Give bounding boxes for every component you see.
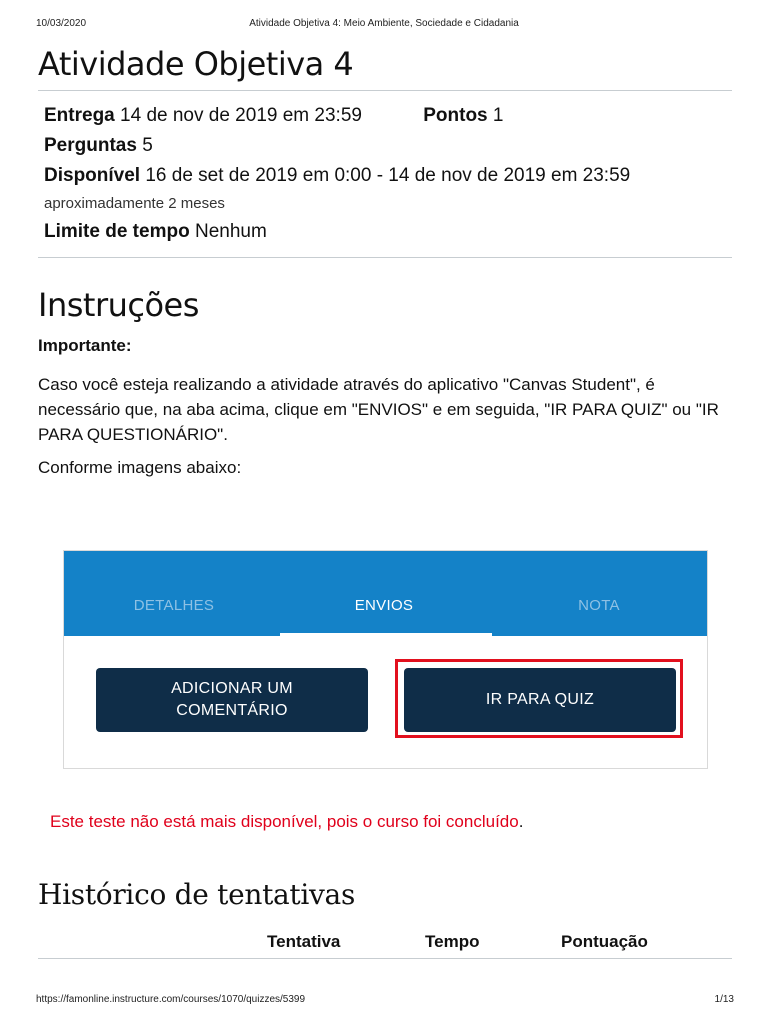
unavailable-period: . <box>518 812 524 831</box>
column-header-attempt: Tentativa <box>267 932 341 951</box>
print-title: Atividade Objetiva 4: Meio Ambiente, Sociedade e Cidadania <box>249 18 519 29</box>
unavailable-text: Este teste não está mais disponível, pois o curso foi concluído <box>50 812 519 831</box>
print-url: https://famonline.instructure.com/courses/1070/quizzes/5399 <box>36 994 306 1005</box>
time-limit-row <box>44 217 732 247</box>
unavailable-notice <box>50 812 523 832</box>
print-footer <box>0 994 768 1014</box>
app-screenshot <box>63 550 708 769</box>
app-add-comment-label: ADICIONAR UM COMENTÁRIO <box>171 680 293 719</box>
column-header-time: Tempo <box>425 932 480 951</box>
print-header <box>0 0 768 40</box>
due-label: Entrega <box>44 105 115 126</box>
print-page-number: 1/13 <box>714 994 734 1005</box>
table-divider <box>38 958 732 959</box>
points-group <box>423 101 503 131</box>
print-date: 10/03/2020 <box>36 18 87 29</box>
important-label: Importante: <box>38 336 132 355</box>
quiz-details <box>38 91 732 257</box>
instructions-heading: Instruções <box>38 286 199 324</box>
app-tab-envios: ENVIOS <box>354 597 414 614</box>
instructions-paragraph: Caso você esteja realizando a atividade através do aplicativo "Canvas Student", é necessário que, na aba acima, clique em "ENVIOS" e em seguida, "IR PARA QUIZ" ou "IR PARA QUESTIONÁRIO". <box>38 375 719 444</box>
points-value: 1 <box>492 105 504 126</box>
active-tab-indicator <box>280 633 492 637</box>
page-title: Atividade Objetiva 4 <box>38 45 354 83</box>
quiz-content <box>38 40 732 951</box>
questions-value: 5 <box>142 135 153 156</box>
available-row <box>44 161 732 191</box>
time-limit-label: Limite de tempo <box>44 221 190 242</box>
conforme-text: Conforme imagens abaixo: <box>38 458 242 477</box>
questions-row <box>44 131 732 161</box>
column-header-score: Pontuação <box>561 932 648 951</box>
available-value: 16 de set de 2019 em 0:00 - 14 de nov de 2019 em 23:59 <box>145 165 631 186</box>
attempt-history-heading: Histórico de tentativas <box>38 878 356 911</box>
divider <box>38 257 732 258</box>
app-go-to-quiz-label: IR PARA QUIZ <box>485 691 595 708</box>
app-tab-detalhes: DETALHES <box>133 597 215 614</box>
questions-label: Perguntas <box>44 135 137 156</box>
attempt-history-header <box>38 932 732 960</box>
time-limit-value: Nenhum <box>194 221 267 242</box>
points-label: Pontos <box>423 105 488 126</box>
available-label: Disponível <box>44 165 141 186</box>
highlight-box <box>395 659 683 738</box>
due-value: 14 de nov de 2019 em 23:59 <box>120 105 362 126</box>
due-row <box>44 101 732 131</box>
app-add-comment-button <box>96 668 368 732</box>
app-tab-nota: NOTA <box>578 597 620 614</box>
app-tab-bar <box>64 551 707 636</box>
available-approx: aproximadamente 2 meses <box>44 195 225 212</box>
